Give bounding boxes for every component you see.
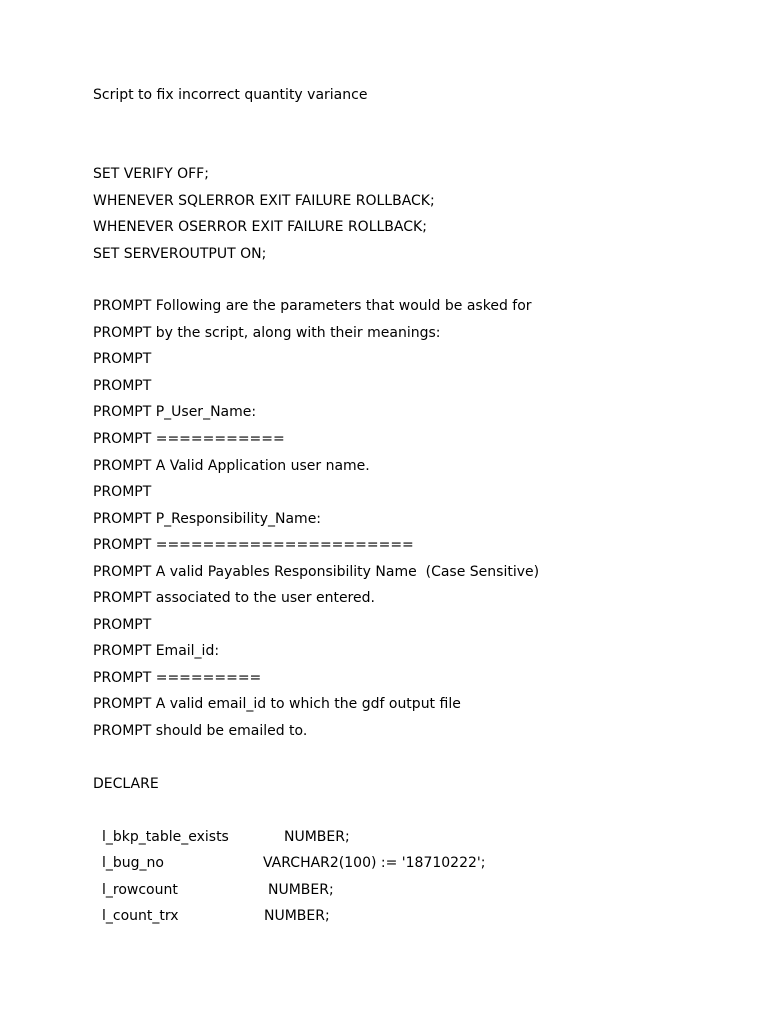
declaration-name: l_count_trx: [102, 908, 179, 924]
prompt-line: PROMPT A Valid Application user name.: [93, 458, 370, 474]
prompt-line: PROMPT associated to the user entered.: [93, 590, 375, 606]
prompt-line: PROMPT ======================: [93, 537, 414, 553]
declaration-type: NUMBER;: [264, 908, 330, 924]
declaration-name: l_bug_no: [102, 855, 164, 871]
prompt-line: PROMPT =========: [93, 670, 262, 686]
prompt-line: PROMPT Following are the parameters that would be asked for: [93, 298, 532, 314]
prompt-line: PROMPT: [93, 351, 152, 367]
prompt-line: PROMPT should be emailed to.: [93, 723, 308, 739]
declaration-type: NUMBER;: [284, 829, 350, 845]
document-title: Script to fix incorrect quantity variance: [93, 87, 368, 103]
prompt-line: PROMPT: [93, 484, 152, 500]
prompt-line: PROMPT: [93, 617, 152, 633]
setting-line: SET SERVEROUTPUT ON;: [93, 246, 267, 262]
declaration-name: l_rowcount: [102, 882, 178, 898]
prompt-line: PROMPT: [93, 378, 152, 394]
prompt-line: PROMPT ===========: [93, 431, 285, 447]
setting-line: WHENEVER OSERROR EXIT FAILURE ROLLBACK;: [93, 219, 427, 235]
setting-line: WHENEVER SQLERROR EXIT FAILURE ROLLBACK;: [93, 193, 435, 209]
prompt-line: PROMPT P_Responsibility_Name:: [93, 511, 322, 527]
declaration-name: l_bkp_table_exists: [102, 829, 229, 845]
declare-keyword: DECLARE: [93, 776, 159, 792]
prompt-line: PROMPT P_User_Name:: [93, 404, 257, 420]
prompt-line: PROMPT Email_id:: [93, 643, 220, 659]
prompt-line: PROMPT A valid email_id to which the gdf output file: [93, 696, 461, 712]
declaration-type: VARCHAR2(100) := '18710222';: [263, 855, 486, 871]
prompt-line: PROMPT by the script, along with their meanings:: [93, 325, 441, 341]
setting-line: SET VERIFY OFF;: [93, 166, 209, 182]
prompt-line: PROMPT A valid Payables Responsibility Name (Case Sensitive): [93, 564, 540, 580]
declaration-type: NUMBER;: [268, 882, 334, 898]
